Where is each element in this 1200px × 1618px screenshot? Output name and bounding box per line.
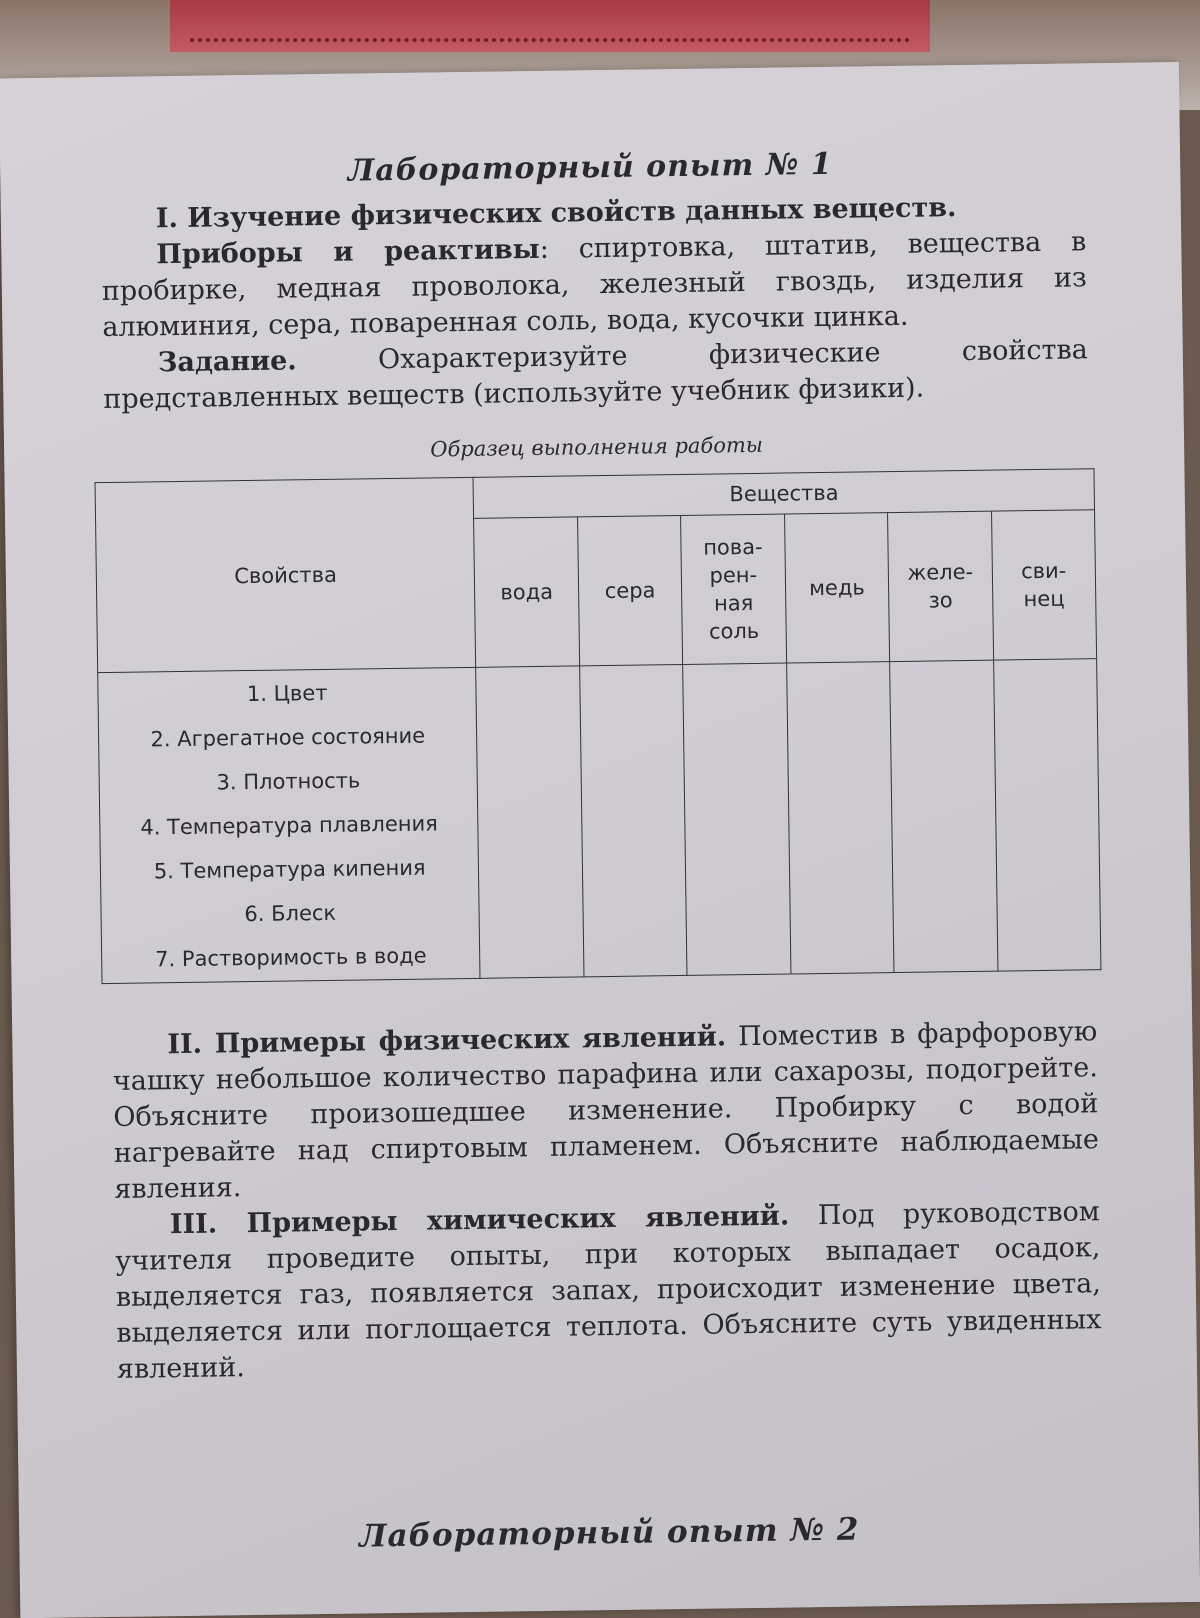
empty-answer-cell	[890, 660, 998, 972]
empty-answer-cell	[476, 666, 584, 978]
empty-answer-cell	[683, 663, 791, 975]
substance-column-header: сера	[577, 515, 682, 665]
properties-table	[95, 468, 1102, 984]
list-item: 4. Температура плавления	[140, 811, 438, 840]
task-text: Охарактеризуйте физические свойства представленных веществ (используйте учебник физики).	[103, 334, 1088, 416]
substance-column-header: вода	[474, 517, 579, 667]
equipment-label: Приборы и реактивы	[156, 233, 540, 271]
list-item: 6. Блеск	[244, 900, 337, 927]
substance-column-header: сви- нец	[991, 510, 1096, 660]
substance-column-header: медь	[784, 513, 889, 663]
list-item: 3. Плотность	[216, 768, 361, 795]
section-1-heading: I. Изучение физических свойств данных веществ.	[155, 192, 957, 235]
list-item: 1. Цвет	[246, 680, 328, 707]
section-2-paragraph	[112, 1014, 1099, 1208]
list-item: 2. Агрегатное состояние	[150, 723, 426, 752]
properties-header: Свойства	[95, 477, 476, 672]
section-3-heading: III. Примеры химических явлений.	[169, 1200, 790, 1241]
empty-answer-cell	[579, 664, 687, 976]
empty-answer-cell	[993, 659, 1101, 971]
red-book-edge	[170, 0, 930, 52]
properties-list	[98, 667, 481, 983]
textbook-page	[0, 62, 1200, 1618]
list-item: 5. Температура кипения	[153, 855, 426, 884]
substance-column-header: пова- рен- ная соль	[681, 514, 787, 664]
list-item: 7. Растворимость в воде	[155, 943, 427, 972]
empty-answer-cell	[786, 662, 894, 974]
substances-header: Вещества	[473, 469, 1094, 519]
equipment-paragraph	[101, 224, 1087, 346]
page-content	[101, 188, 1102, 1388]
section-2-heading: II. Примеры физических явлений.	[167, 1021, 727, 1061]
section-3-text: Под руководством учителя проведите опыты, при которых выпадает осадок, выделяется газ, появляется запах, происходит изменение цвета, выделяется или поглощается теплота. Объясните суть увиденных явлений.	[115, 1196, 1102, 1385]
table-row	[98, 659, 1101, 984]
section-3-paragraph	[115, 1194, 1102, 1388]
task-paragraph	[103, 332, 1089, 418]
task-label: Задание.	[157, 345, 297, 379]
substance-column-header: желе- зо	[888, 511, 994, 661]
sample-caption: Образец выполнения работы	[430, 432, 764, 462]
lab-title-1: Лабораторный опыт № 1	[347, 146, 833, 189]
lab-title-2: Лабораторный опыт № 2	[358, 1511, 860, 1555]
equipment-text: : спиртовка, штатив, вещества в пробирке, медная проволока, железный гвоздь, изделия из алюминия, сера, поваренная соль, вода, кусочки цинка.	[101, 226, 1087, 344]
section-2-text: Поместив в фарфоровую чашку небольшое количество парафина или сахарозы, подогрейте. Объясните произошедшее изменение. Пробирку с водой нагревайте над спиртовым пламенем. Объясните наблюдаемые явления.	[112, 1016, 1100, 1205]
